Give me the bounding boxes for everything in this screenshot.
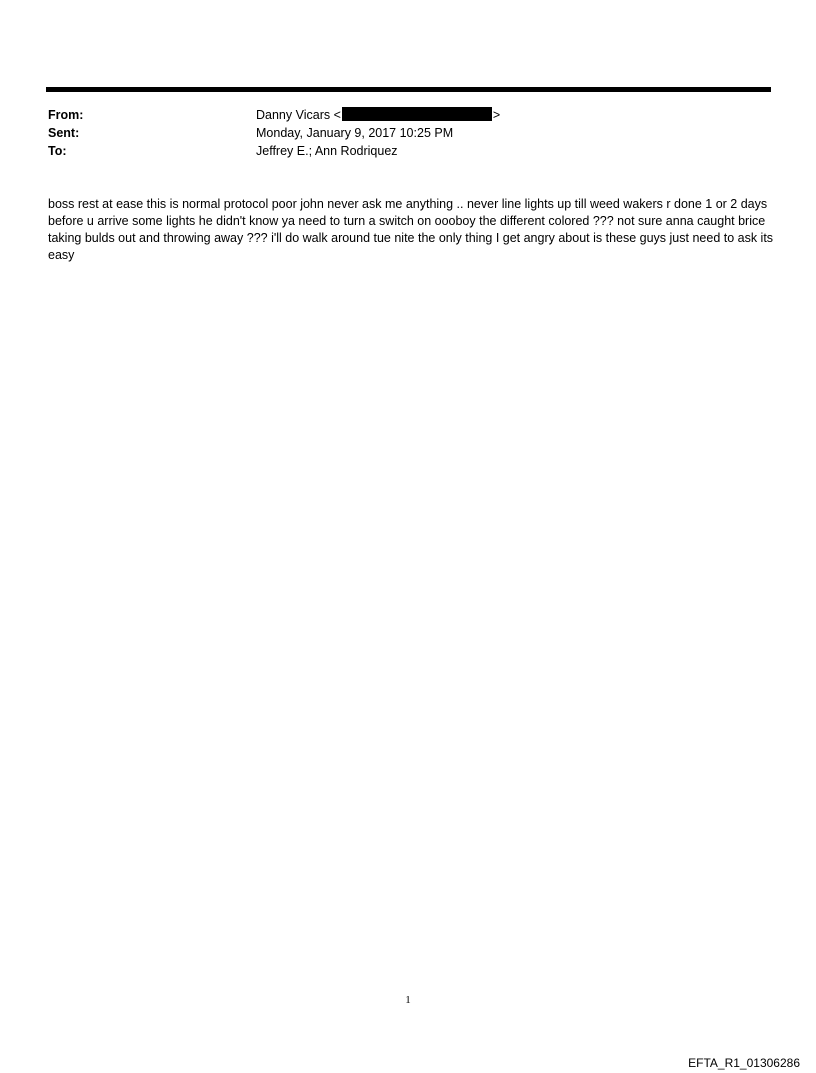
to-label: To: — [48, 144, 67, 158]
from-name: Danny Vicars < — [256, 108, 341, 122]
redaction-block — [342, 107, 492, 121]
page-number: 1 — [405, 994, 411, 1006]
sent-label: Sent: — [48, 126, 80, 140]
document-id: EFTA_R1_01306286 — [688, 1056, 800, 1070]
from-value — [256, 106, 500, 124]
email-body: boss rest at ease this is normal protocol poor john never ask me anything .. never line lights up till weed wakers r done 1 or 2 days before u arrive some lights he didn't know ya need to turn a switch on oooboy the different colored ??? not sure anna caught brice taking bulds out and throwing away ??? i'll do walk around tue nite the only thing I get angry about is these guys just need to ask its easy — [48, 197, 774, 262]
from-label: From: — [48, 108, 84, 122]
to-value: Jeffrey E.; Ann Rodriquez — [256, 144, 398, 158]
header-divider — [46, 87, 771, 92]
from-close: > — [492, 108, 501, 122]
sent-value: Monday, January 9, 2017 10:25 PM — [256, 126, 454, 140]
